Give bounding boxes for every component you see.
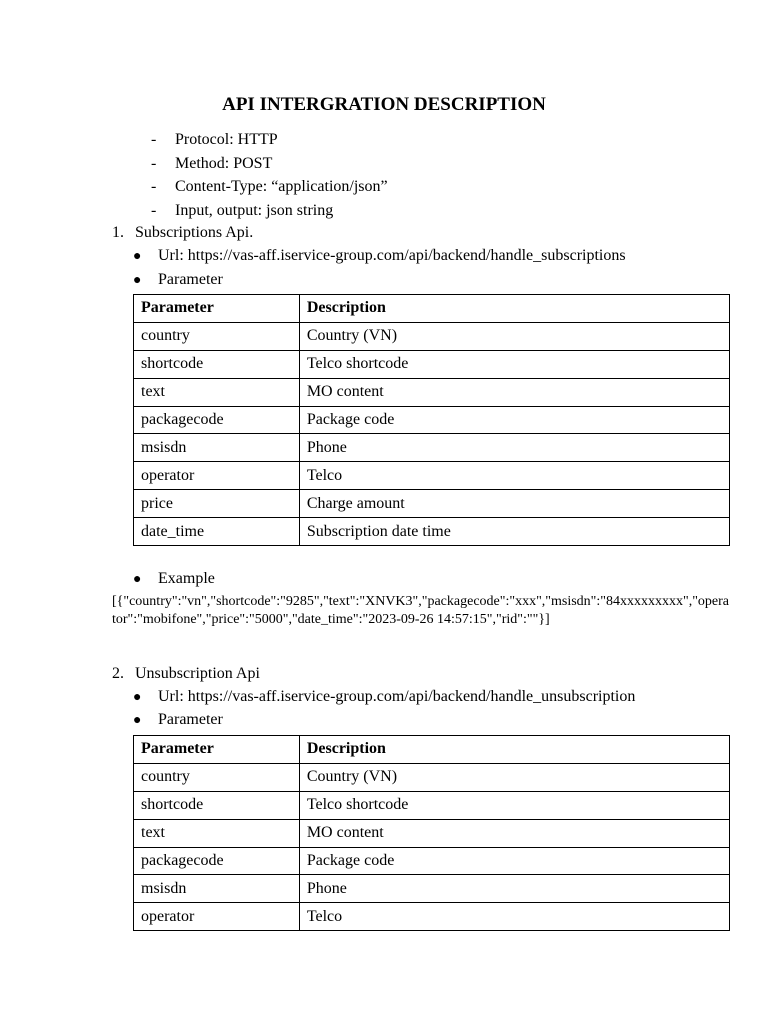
header-description: Description bbox=[299, 736, 729, 764]
section-title: Unsubscription Api bbox=[135, 665, 260, 682]
bullet-dot-icon: ● bbox=[133, 690, 142, 705]
section-heading-subscriptions bbox=[112, 222, 253, 244]
bullet-url bbox=[133, 245, 626, 268]
description-cell: Subscription date time bbox=[299, 518, 729, 546]
dash-marker: - bbox=[151, 201, 157, 219]
param-cell: shortcode bbox=[134, 791, 300, 819]
unsubscription-url-text: Url: https://vas-aff.iservice-group.com/api/backend/handle_unsubscription bbox=[158, 688, 636, 705]
unsubscription-parameter-table bbox=[133, 735, 730, 931]
param-cell: shortcode bbox=[134, 350, 300, 378]
input-output-text: Input, output: json string bbox=[175, 201, 334, 219]
dash-marker: - bbox=[151, 154, 157, 172]
description-cell: Package code bbox=[299, 406, 729, 434]
bullet-url bbox=[133, 686, 635, 709]
list-item bbox=[151, 128, 388, 152]
table-row bbox=[134, 406, 730, 434]
subscriptions-url-text: Url: https://vas-aff.iservice-group.com/api/backend/handle_subscriptions bbox=[158, 247, 626, 264]
protocol-text: Protocol: HTTP bbox=[175, 131, 278, 148]
param-cell: date_time bbox=[134, 518, 300, 546]
bullet-dot-icon: ● bbox=[133, 572, 142, 587]
param-cell: msisdn bbox=[134, 875, 300, 903]
header-parameter: Parameter bbox=[134, 736, 300, 764]
table-header-row bbox=[134, 295, 730, 323]
description-cell: Phone bbox=[299, 875, 729, 903]
table-row bbox=[134, 903, 730, 931]
bullet-parameter bbox=[133, 709, 223, 732]
param-cell: operator bbox=[134, 462, 300, 490]
subscriptions-parameter-table bbox=[133, 294, 730, 546]
header-parameter: Parameter bbox=[134, 295, 300, 323]
param-cell: country bbox=[134, 322, 300, 350]
bullet-parameter bbox=[133, 269, 223, 292]
document-title: API INTERGRATION DESCRIPTION bbox=[222, 94, 546, 115]
example-label: Example bbox=[158, 570, 215, 587]
dash-marker: - bbox=[151, 178, 157, 195]
section-number: 2. bbox=[112, 665, 124, 682]
bullet-example bbox=[133, 568, 215, 591]
description-cell: Country (VN) bbox=[299, 322, 729, 350]
section-title: Subscriptions Api. bbox=[135, 224, 254, 241]
table-row bbox=[134, 847, 730, 875]
description-cell: Telco bbox=[299, 462, 729, 490]
table-header-row bbox=[134, 736, 730, 764]
param-cell: packagecode bbox=[134, 847, 300, 875]
list-item bbox=[151, 175, 388, 199]
table-row bbox=[134, 434, 730, 462]
table-row bbox=[134, 490, 730, 518]
param-cell: text bbox=[134, 819, 300, 847]
parameter-label: Parameter bbox=[158, 271, 223, 288]
param-cell: msisdn bbox=[134, 434, 300, 462]
section-heading-unsubscription bbox=[112, 663, 260, 685]
parameter-label: Parameter bbox=[158, 711, 223, 728]
description-cell: Country (VN) bbox=[299, 763, 729, 791]
table-row bbox=[134, 518, 730, 546]
description-cell: MO content bbox=[299, 378, 729, 406]
description-cell: Package code bbox=[299, 847, 729, 875]
description-cell: Telco bbox=[299, 903, 729, 931]
list-item bbox=[151, 199, 388, 223]
param-cell: price bbox=[134, 490, 300, 518]
param-cell: packagecode bbox=[134, 406, 300, 434]
bullet-dot-icon: ● bbox=[133, 249, 142, 264]
table-row bbox=[134, 875, 730, 903]
table-row bbox=[134, 791, 730, 819]
table-row bbox=[134, 819, 730, 847]
param-cell: country bbox=[134, 763, 300, 791]
param-cell: text bbox=[134, 378, 300, 406]
description-cell: Telco shortcode bbox=[299, 350, 729, 378]
description-cell: Phone bbox=[299, 434, 729, 462]
bullet-dot-icon: ● bbox=[133, 273, 142, 288]
table-row bbox=[134, 462, 730, 490]
table-row bbox=[134, 378, 730, 406]
table-row bbox=[134, 322, 730, 350]
description-cell: Charge amount bbox=[299, 490, 729, 518]
content-type-text: Content-Type: “application/json” bbox=[175, 178, 388, 195]
dash-marker: - bbox=[151, 131, 157, 148]
bullet-dot-icon: ● bbox=[133, 713, 142, 728]
description-cell: Telco shortcode bbox=[299, 791, 729, 819]
table-row bbox=[134, 350, 730, 378]
param-cell: operator bbox=[134, 903, 300, 931]
general-info-list bbox=[151, 128, 388, 222]
method-text: Method: POST bbox=[175, 154, 273, 172]
section-number: 1. bbox=[112, 224, 124, 241]
list-item bbox=[151, 152, 388, 176]
description-cell: MO content bbox=[299, 819, 729, 847]
example-json-code: [{"country":"vn","shortcode":"9285","text":"XNVK3","packagecode":"xxx","msisdn":"84xxxxxxxxx","operator":"mobifone","price":"5000","date_time":"2023-09-26 14:57:15","rid":""}] bbox=[112, 594, 730, 627]
header-description: Description bbox=[299, 295, 729, 323]
table-row bbox=[134, 763, 730, 791]
